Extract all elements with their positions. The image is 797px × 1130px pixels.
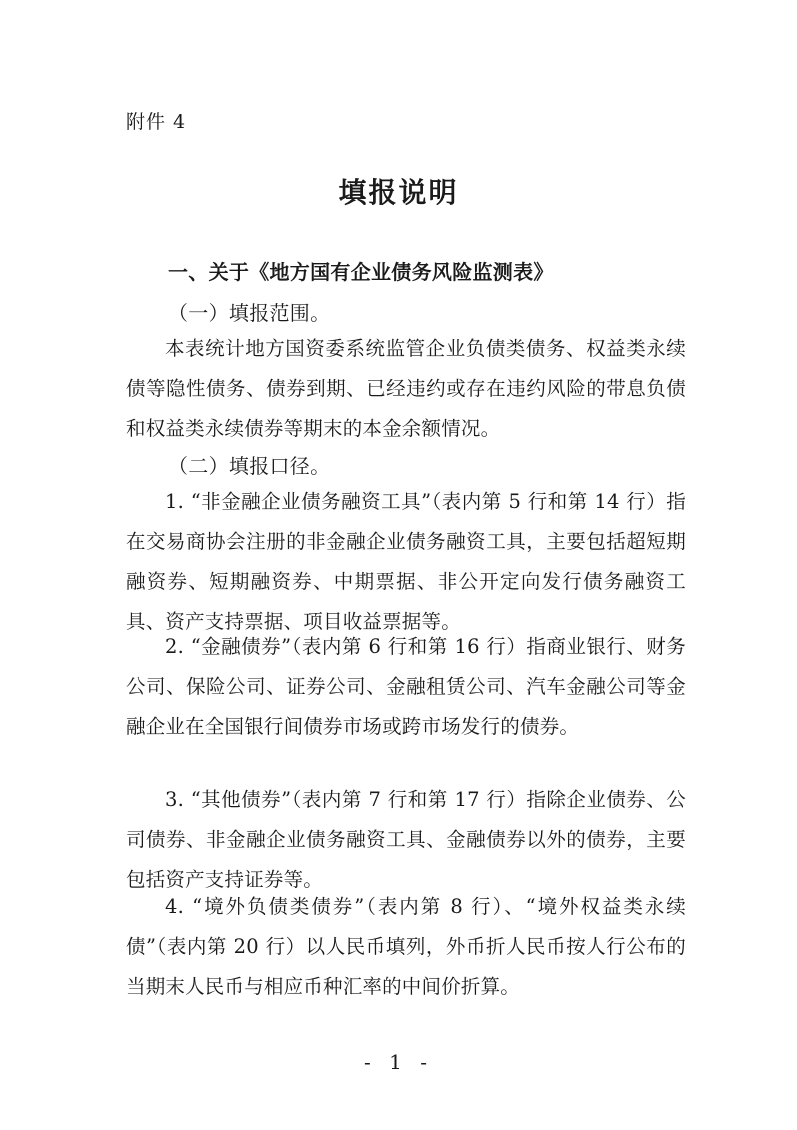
subsection-heading-scope: （一）填报范围。 xyxy=(168,301,331,325)
attachment-label: 附件 4 xyxy=(126,111,187,133)
criteria-item-4: 4. “境外负债类债券”（表内第 8 行）、“境外权益类永续债”（表内第 20 行）以人民币填列，外币折人民币按人行公布的当期末人民币与相应币种汇率的中间价折算。 xyxy=(126,895,686,998)
page-number: - 1 - xyxy=(364,1050,433,1074)
subsection-heading-criteria: （二）填报口径。 xyxy=(168,454,331,478)
scope-paragraph: 本表统计地方国资委系统监管企业负债类债务、权益类永续债等隐性债务、债券到期、已经违约或存在违约风险的带息负债和权益类永续债券等期末的本金余额情况。 xyxy=(126,337,686,440)
section-heading: 一、关于《地方国有企业债务风险监测表》 xyxy=(168,260,554,284)
criteria-item-2: 2. “金融债券”（表内第 6 行和第 16 行）指商业银行、财务公司、保险公司、证券公司、金融租赁公司、汽车金融公司等金融企业在全国银行间债券市场或跨市场发行的债券。 xyxy=(126,635,686,738)
page-title: 填报说明 xyxy=(338,176,459,209)
criteria-item-3: 3. “其他债券”（表内第 7 行和第 17 行）指除企业债券、公司债券、非金融企业债务融资工具、金融债券以外的债券，主要包括资产支持证券等。 xyxy=(126,788,686,891)
criteria-item-1: 1. “非金融企业债务融资工具”（表内第 5 行和第 14 行）指在交易商协会注册的非金融企业债务融资工具，主要包括超短期融资券、短期融资券、中期票据、非公开定向发行债务融资工具、资产支持票据、项目收益票据等。 xyxy=(126,490,686,633)
